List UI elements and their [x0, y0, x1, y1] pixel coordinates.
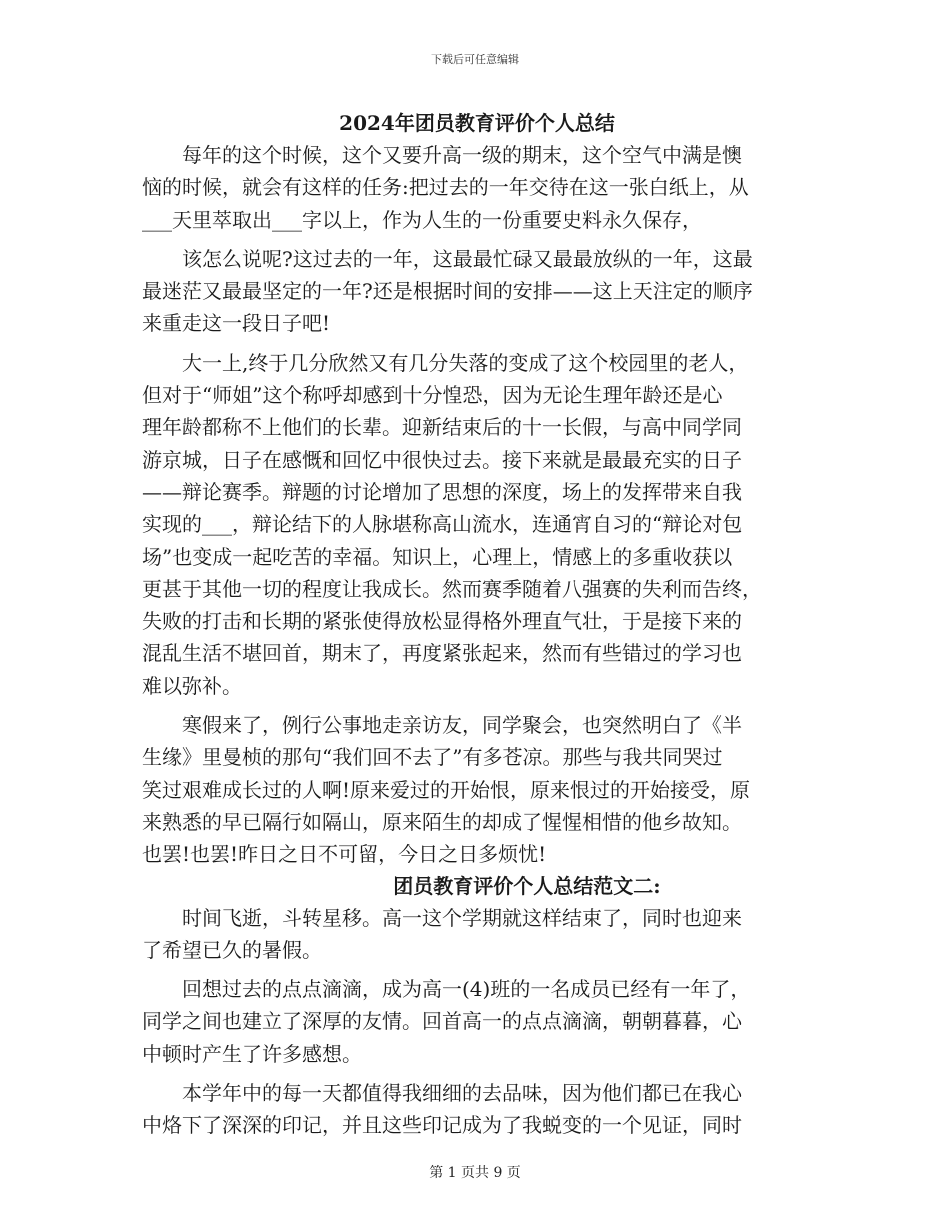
paragraph-line: 失败的打击和长期的紧张使得放松显得格外理直气壮，于是接下来的	[142, 609, 742, 634]
paragraph-line: 场”也变成一起吃苦的幸福。知识上，心理上，情感上的多重收获以	[142, 544, 733, 569]
document-body	[142, 108, 812, 1142]
paragraph-line: 理年龄都称不上他们的长辈。迎新结束后的十一长假，与高中同学同	[142, 415, 742, 440]
paragraph-line: 时间飞逝，斗转星移。高一这个学期就这样结束了，同时也迎来	[142, 905, 742, 930]
paragraph-line: 回想过去的点点滴滴，成为高一(4)班的一名成员已经有一年了，	[142, 977, 751, 1002]
paragraph-line: 但对于“师姐”这个称呼却感到十分惶恐，因为无论生理年龄还是心	[142, 383, 723, 408]
paragraph-gap	[142, 1070, 812, 1077]
paragraph-line: 来熟悉的早已隔行如隔山，原来陌生的却成了惺惺相惜的他乡故知。	[142, 809, 742, 834]
paragraph-line: 同学之间也建立了深厚的友情。回首高一的点点滴滴，朝朝暮暮，心	[142, 1009, 742, 1034]
paragraph-line: 实现的___，辩论结下的人脉堪称高山流水，连通宵自习的“辩论对包	[142, 512, 743, 537]
paragraph-line: 游京城，日子在感慨和回忆中很快过去。接下来就是最最充实的日子	[142, 447, 742, 472]
paragraph-gap	[142, 966, 812, 973]
paragraph	[142, 139, 812, 236]
paragraph-line: 寒假来了，例行公事地走亲访友，同学聚会，也突然明白了《半	[142, 713, 742, 738]
paragraph-gap	[142, 236, 812, 243]
paragraph-line: 最迷茫又最最坚定的一年?还是根据时间的安排——这上天注定的顺序	[142, 279, 753, 304]
section-one	[142, 139, 812, 871]
document-title: 2024年团员教育评价个人总结	[339, 111, 615, 135]
paragraph-line: 来重走这一段日子吧!	[142, 311, 331, 336]
paragraph-line: 中烙下了深深的印记，并且这些印记成为了我蜕变的一个见证，同时	[142, 1113, 742, 1138]
paragraph	[142, 1077, 812, 1142]
paragraph	[142, 902, 812, 967]
paragraph	[142, 709, 812, 870]
section-heading: 团员教育评价个人总结范文二:	[393, 873, 661, 898]
paragraph	[142, 973, 812, 1070]
paragraph-line: 大一上,终于几分欣然又有几分失落的变成了这个校园里的老人，	[142, 350, 749, 375]
paragraph	[142, 347, 812, 702]
paragraph-line: 笑过艰难成长过的人啊!原来爱过的开始恨，原来恨过的开始接受，原	[142, 777, 751, 802]
paragraph-line: 本学年中的每一天都值得我细细的去品味，因为他们都已在我心	[142, 1081, 742, 1106]
paragraph-gap	[142, 340, 812, 347]
paragraph-line: ——辩论赛季。辩题的讨论增加了思想的深度，场上的发挥带来自我	[142, 479, 742, 504]
paragraph-line: 生缘》里曼桢的那句“我们回不去了”有多苍凉。那些与我共同哭过	[142, 745, 723, 770]
paragraph-line: 难以弥补。	[142, 673, 242, 698]
paragraph-line: 更甚于其他一切的程度让我成长。然而赛季随着八强赛的失利而告终，	[142, 576, 762, 601]
paragraph-line: ___天里萃取出___字以上，作为人生的一份重要史料永久保存，	[142, 207, 702, 232]
paragraph-line: 混乱生活不堪回首，期末了，再度紧张起来，然而有些错过的学习也	[142, 641, 742, 666]
page-header: 下载后可任意编辑	[431, 53, 519, 66]
page-footer: 第 1 页共 9 页	[429, 1165, 521, 1181]
paragraph-line: 也罢!也罢!昨日之日不可留，今日之日多烦忧!	[142, 842, 547, 867]
paragraph-gap	[142, 702, 812, 709]
paragraph-line: 中顿时产生了许多感想。	[142, 1041, 362, 1066]
paragraph-line: 恼的时候，就会有这样的任务:把过去的一年交待在这一张白纸上，从	[142, 175, 749, 200]
paragraph	[142, 243, 812, 340]
paragraph-line: 该怎么说呢?这过去的一年，这最最忙碌又最最放纵的一年，这最	[142, 246, 753, 271]
paragraph-line: 了希望已久的暑假。	[142, 937, 322, 962]
paragraph-line: 每年的这个时候，这个又要升高一级的期末，这个空气中满是懊	[142, 143, 742, 167]
section-two	[142, 902, 812, 1142]
